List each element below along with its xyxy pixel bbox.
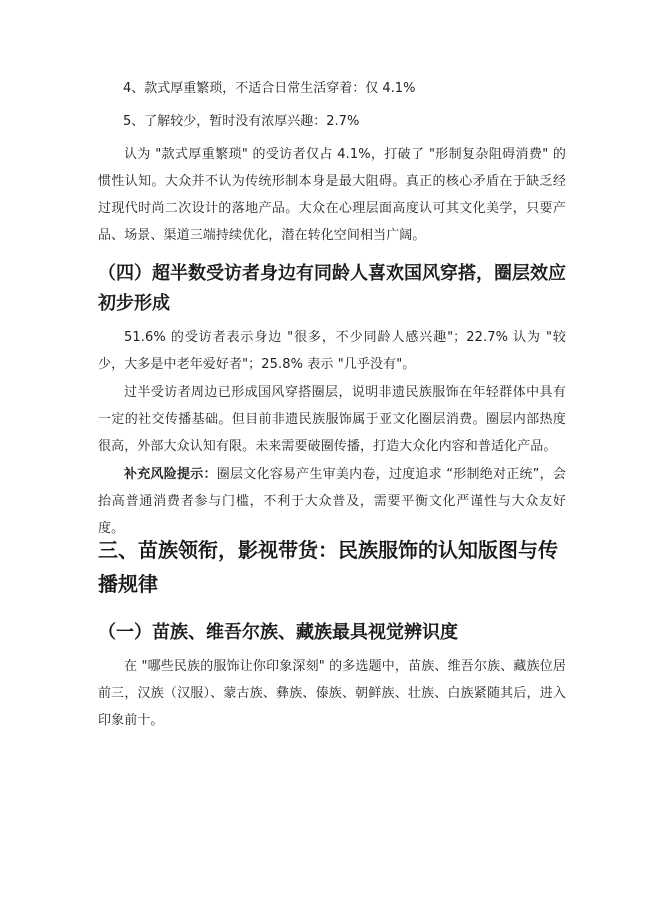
- risk-text: 圈层文化容易产生审美内卷，过度追求 “形制绝对正统”，会抬高普通消费者参与门槛，不利于大众普及，需要平衡文化严谨性与大众友好度。: [98, 467, 567, 536]
- paragraph-stats: 51.6% 的受访者表示身边 "很多，不少同龄人感兴趣"；22.7% 认为 "较少，大多是中老年爱好者"；25.8% 表示 "几乎没有"。: [98, 330, 566, 372]
- list-item: 4、款式厚重繁琐，不适合日常生活穿着：仅 4.1%: [123, 81, 416, 96]
- chapter-heading-3: 三、苗族领衔，影视带货：民族服饰的认知版图与传播规律: [98, 538, 558, 596]
- section-heading-4: （四）超半数受访者身边有同龄人喜欢国风穿搭，圈层效应初步形成: [98, 263, 566, 314]
- paragraph-ethnic: 在 "哪些民族的服饰让你印象深刻" 的多选题中，苗族、维吾尔族、藏族位居前三，汉族（汉服）、蒙古族、彝族、傣族、朝鲜族、壮族、白族紧随其后，进入印象前十。: [98, 659, 566, 728]
- paragraph-circle: 过半受访者周边已形成国风穿搭圈层，说明非遗民族服饰在年轻群体中具有一定的社交传播基础。但目前非遗民族服饰属于亚文化圈层消费。圈层内部热度很高，外部大众认知有限。未来需要破圈传播，打造大众化内容和普适化产品。: [98, 385, 566, 454]
- list-item: 5、了解较少，暂时没有浓厚兴趣：2.7%: [123, 114, 360, 129]
- risk-note: [98, 461, 566, 542]
- section-heading-3-1: （一）苗族、维吾尔族、藏族最具视觉辨识度: [98, 622, 458, 643]
- paragraph-analysis: 认为 "款式厚重繁琐" 的受访者仅占 4.1%，打破了 "形制复杂阻碍消费" 的惯性认知。大众并不认为传统形制本身是最大阻碍。真正的核心矛盾在于缺乏经过现代时尚二次设计的落地产品。大众在心理层面高度认可其文化美学，只要产品、场景、渠道三端持续优化，潜在转化空间相当广阔。: [98, 147, 566, 243]
- risk-label: 补充风险提示：: [124, 467, 217, 482]
